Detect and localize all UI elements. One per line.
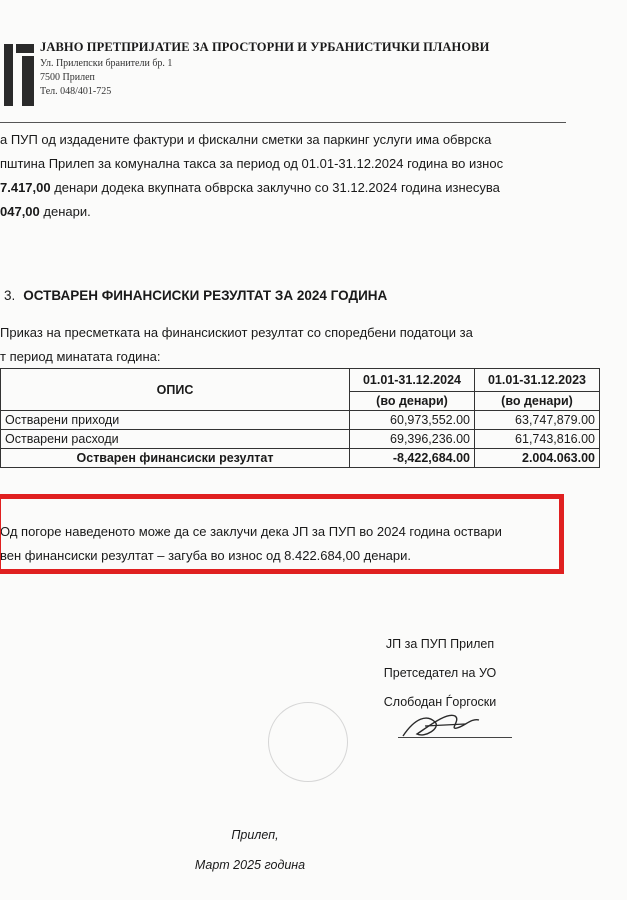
footer-date: Март 2025 година xyxy=(194,858,306,872)
signature-name: Слободан Ѓоргоски xyxy=(383,695,497,709)
table-row-total xyxy=(1,449,600,468)
value-2024: 69,396,236.00 xyxy=(350,430,475,449)
value-2023: 61,743,816.00 xyxy=(475,430,600,449)
paragraph-parking-fees xyxy=(0,128,503,224)
value-2024: 60,973,552.00 xyxy=(350,411,475,430)
footer-place: Прилеп, xyxy=(231,828,279,842)
org-name: ЈАВНО ПРЕТПРИЈАТИЕ ЗА ПРОСТОРНИ И УРБАНИСТИЧКИ ПЛАНОВИ xyxy=(40,40,490,54)
column-header-2024: 01.01-31.12.2024 xyxy=(350,369,475,392)
section-intro xyxy=(0,321,473,369)
value-2023: 63,747,879.00 xyxy=(475,411,600,430)
paragraph-line xyxy=(0,200,503,224)
org-phone: Тел. 048/401-725 xyxy=(40,86,112,97)
faded-stamp xyxy=(268,702,348,782)
section-heading xyxy=(4,288,387,303)
value-2023: 2.004.063.00 xyxy=(475,449,600,468)
value-2024: -8,422,684.00 xyxy=(350,449,475,468)
amount-bold: 047,00 xyxy=(0,204,40,219)
org-address: Ул. Прилепски бранители бр. 1 xyxy=(40,58,173,69)
paragraph-text: денари. xyxy=(39,204,91,219)
paragraph-line xyxy=(0,176,503,200)
org-city: 7500 Прилеп xyxy=(40,72,95,83)
row-label: Остварен финансиски резултат xyxy=(1,449,350,468)
amount-bold: 7.417,00 xyxy=(0,180,51,195)
handwritten-signature xyxy=(395,708,485,744)
signature-org: ЈП за ПУП Прилеп xyxy=(385,637,495,651)
paragraph-line: вен финансиски резултат – загуба во износ од 8.422.684,00 денари. xyxy=(0,548,411,563)
section-number: 3. xyxy=(4,288,16,303)
column-header-description: ОПИС xyxy=(1,369,350,411)
table-row xyxy=(1,430,600,449)
unit-label-2024: (во денари) xyxy=(350,392,475,411)
signature-title: Претседател на УО xyxy=(383,666,497,680)
paragraph-line: а ПУП од издадените фактури и фискални сметки за паркинг услуги има обврска xyxy=(0,132,492,147)
paragraph-line: Приказ на пресметката на финансискиот резултат со споредбени податоци за xyxy=(0,325,473,340)
row-label: Остварени расходи xyxy=(1,430,350,449)
signature-line xyxy=(398,737,512,738)
table-row xyxy=(1,411,600,430)
section-title: ОСТВАРЕН ФИНАНСИСКИ РЕЗУЛТАТ ЗА 2024 ГОДИНА xyxy=(23,288,388,303)
red-highlight-box xyxy=(0,494,564,574)
signature-block xyxy=(365,630,515,717)
unit-label-2023: (во денари) xyxy=(475,392,600,411)
letterhead-divider xyxy=(0,122,566,123)
organization-logo xyxy=(4,44,34,106)
row-label: Остварени приходи xyxy=(1,411,350,430)
letterhead xyxy=(40,40,489,97)
paragraph-line: пштина Прилеп за комунална такса за период од 01.01-31.12.2024 година во износ xyxy=(0,156,504,171)
paragraph-line: т период минатата година: xyxy=(0,349,161,364)
column-header-2023: 01.01-31.12.2023 xyxy=(475,369,600,392)
paragraph-line: Од погоре наведеното може да се заклучи дека ЈП за ПУП во 2024 година оствари xyxy=(0,524,502,539)
financial-result-table xyxy=(0,368,600,468)
paragraph-text: денари додека вкупната обврска заклучно со 31.12.2024 година изнесува xyxy=(50,180,500,195)
